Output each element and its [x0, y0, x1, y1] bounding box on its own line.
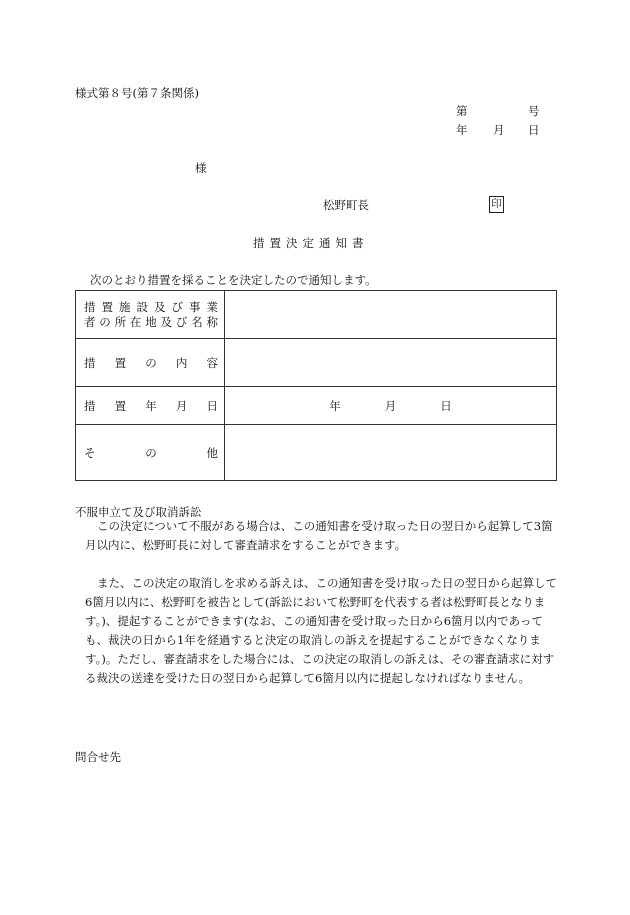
contact-label: 問合せ先: [75, 750, 121, 764]
issuer-name: 松野町長: [323, 198, 369, 212]
date-label-char: 措: [84, 398, 96, 413]
appeal-heading: 不服申立て及び取消訴訟: [75, 505, 202, 519]
document-title: 措置決定通知書: [253, 236, 369, 250]
date-label-char: 月: [175, 398, 188, 413]
appeal-paragraph-2-text: また、この決定の取消しを求める訴えは、この通知書を受け取った日の翌日から起算して6箇月以内に、松野町を被告として(訴訟において松野町を代表する者は松野町長となります。)、提起することができます(なお、この通知書を受け取った日から6箇月以内であっても、裁決の日から1年を経過すると決定の取消しの訴えを提起することができなくなります。)。ただし、審査請求をした場合には、この決定の取消しの訴えは、その審査請求に対する裁決の送達を受けた日の翌日から起算して6箇月以内に提起しなければなりません。: [85, 576, 557, 685]
other-label-char: 他: [206, 445, 218, 460]
date-label-char: 日: [206, 398, 218, 413]
content-label-cell: [76, 339, 225, 387]
other-value-cell[interactable]: [225, 425, 557, 481]
date-label-char: 置: [114, 398, 127, 413]
content-label-char: 内: [175, 355, 188, 370]
appeal-paragraph-2: [75, 574, 559, 688]
recipient-suffix: 様: [195, 161, 207, 175]
date-label-cell: [76, 387, 225, 425]
content-label-char: の: [145, 355, 157, 370]
appeal-paragraph-1: [75, 517, 559, 555]
other-label-char: そ: [84, 445, 96, 460]
facility-label-line2: 者の所在地及び名称: [84, 314, 218, 329]
content-label-char: 置: [114, 355, 127, 370]
form-label: 様式第８号(第７条関係): [75, 86, 199, 100]
date-value-year: 年: [329, 398, 341, 413]
date-value-month: 月: [384, 398, 397, 413]
decision-table: [75, 290, 557, 481]
table-row: [76, 291, 557, 339]
appeal-paragraph-1-text: この決定について不服がある場合は、この通知書を受け取った日の翌日から起算して3箇月以内に、松野町長に対して審査請求をすることができます。: [85, 519, 553, 552]
date-label-char: 年: [145, 398, 157, 413]
intro-text: 次のとおり措置を採ることを決定したので通知します。: [90, 273, 377, 287]
seal-mark: 印: [489, 196, 504, 213]
date-value-day: 日: [440, 398, 452, 413]
other-label-cell: [76, 425, 225, 481]
content-label-char: 容: [206, 355, 218, 370]
content-value-cell[interactable]: [225, 339, 557, 387]
content-label-char: 措: [84, 355, 96, 370]
date-month: 月: [493, 123, 505, 137]
table-row: [76, 339, 557, 387]
number-prefix: 第: [456, 104, 468, 118]
table-row: [76, 425, 557, 481]
number-suffix: 号: [528, 104, 540, 118]
other-label-char: の: [145, 445, 157, 460]
date-value-cell[interactable]: [225, 387, 557, 425]
date-day: 日: [528, 123, 540, 137]
facility-label-cell: [76, 291, 225, 339]
table-row: [76, 387, 557, 425]
facility-value-cell[interactable]: [225, 291, 557, 339]
date-year: 年: [456, 123, 468, 137]
facility-label-line1: 措置施設及び事業: [84, 299, 218, 314]
